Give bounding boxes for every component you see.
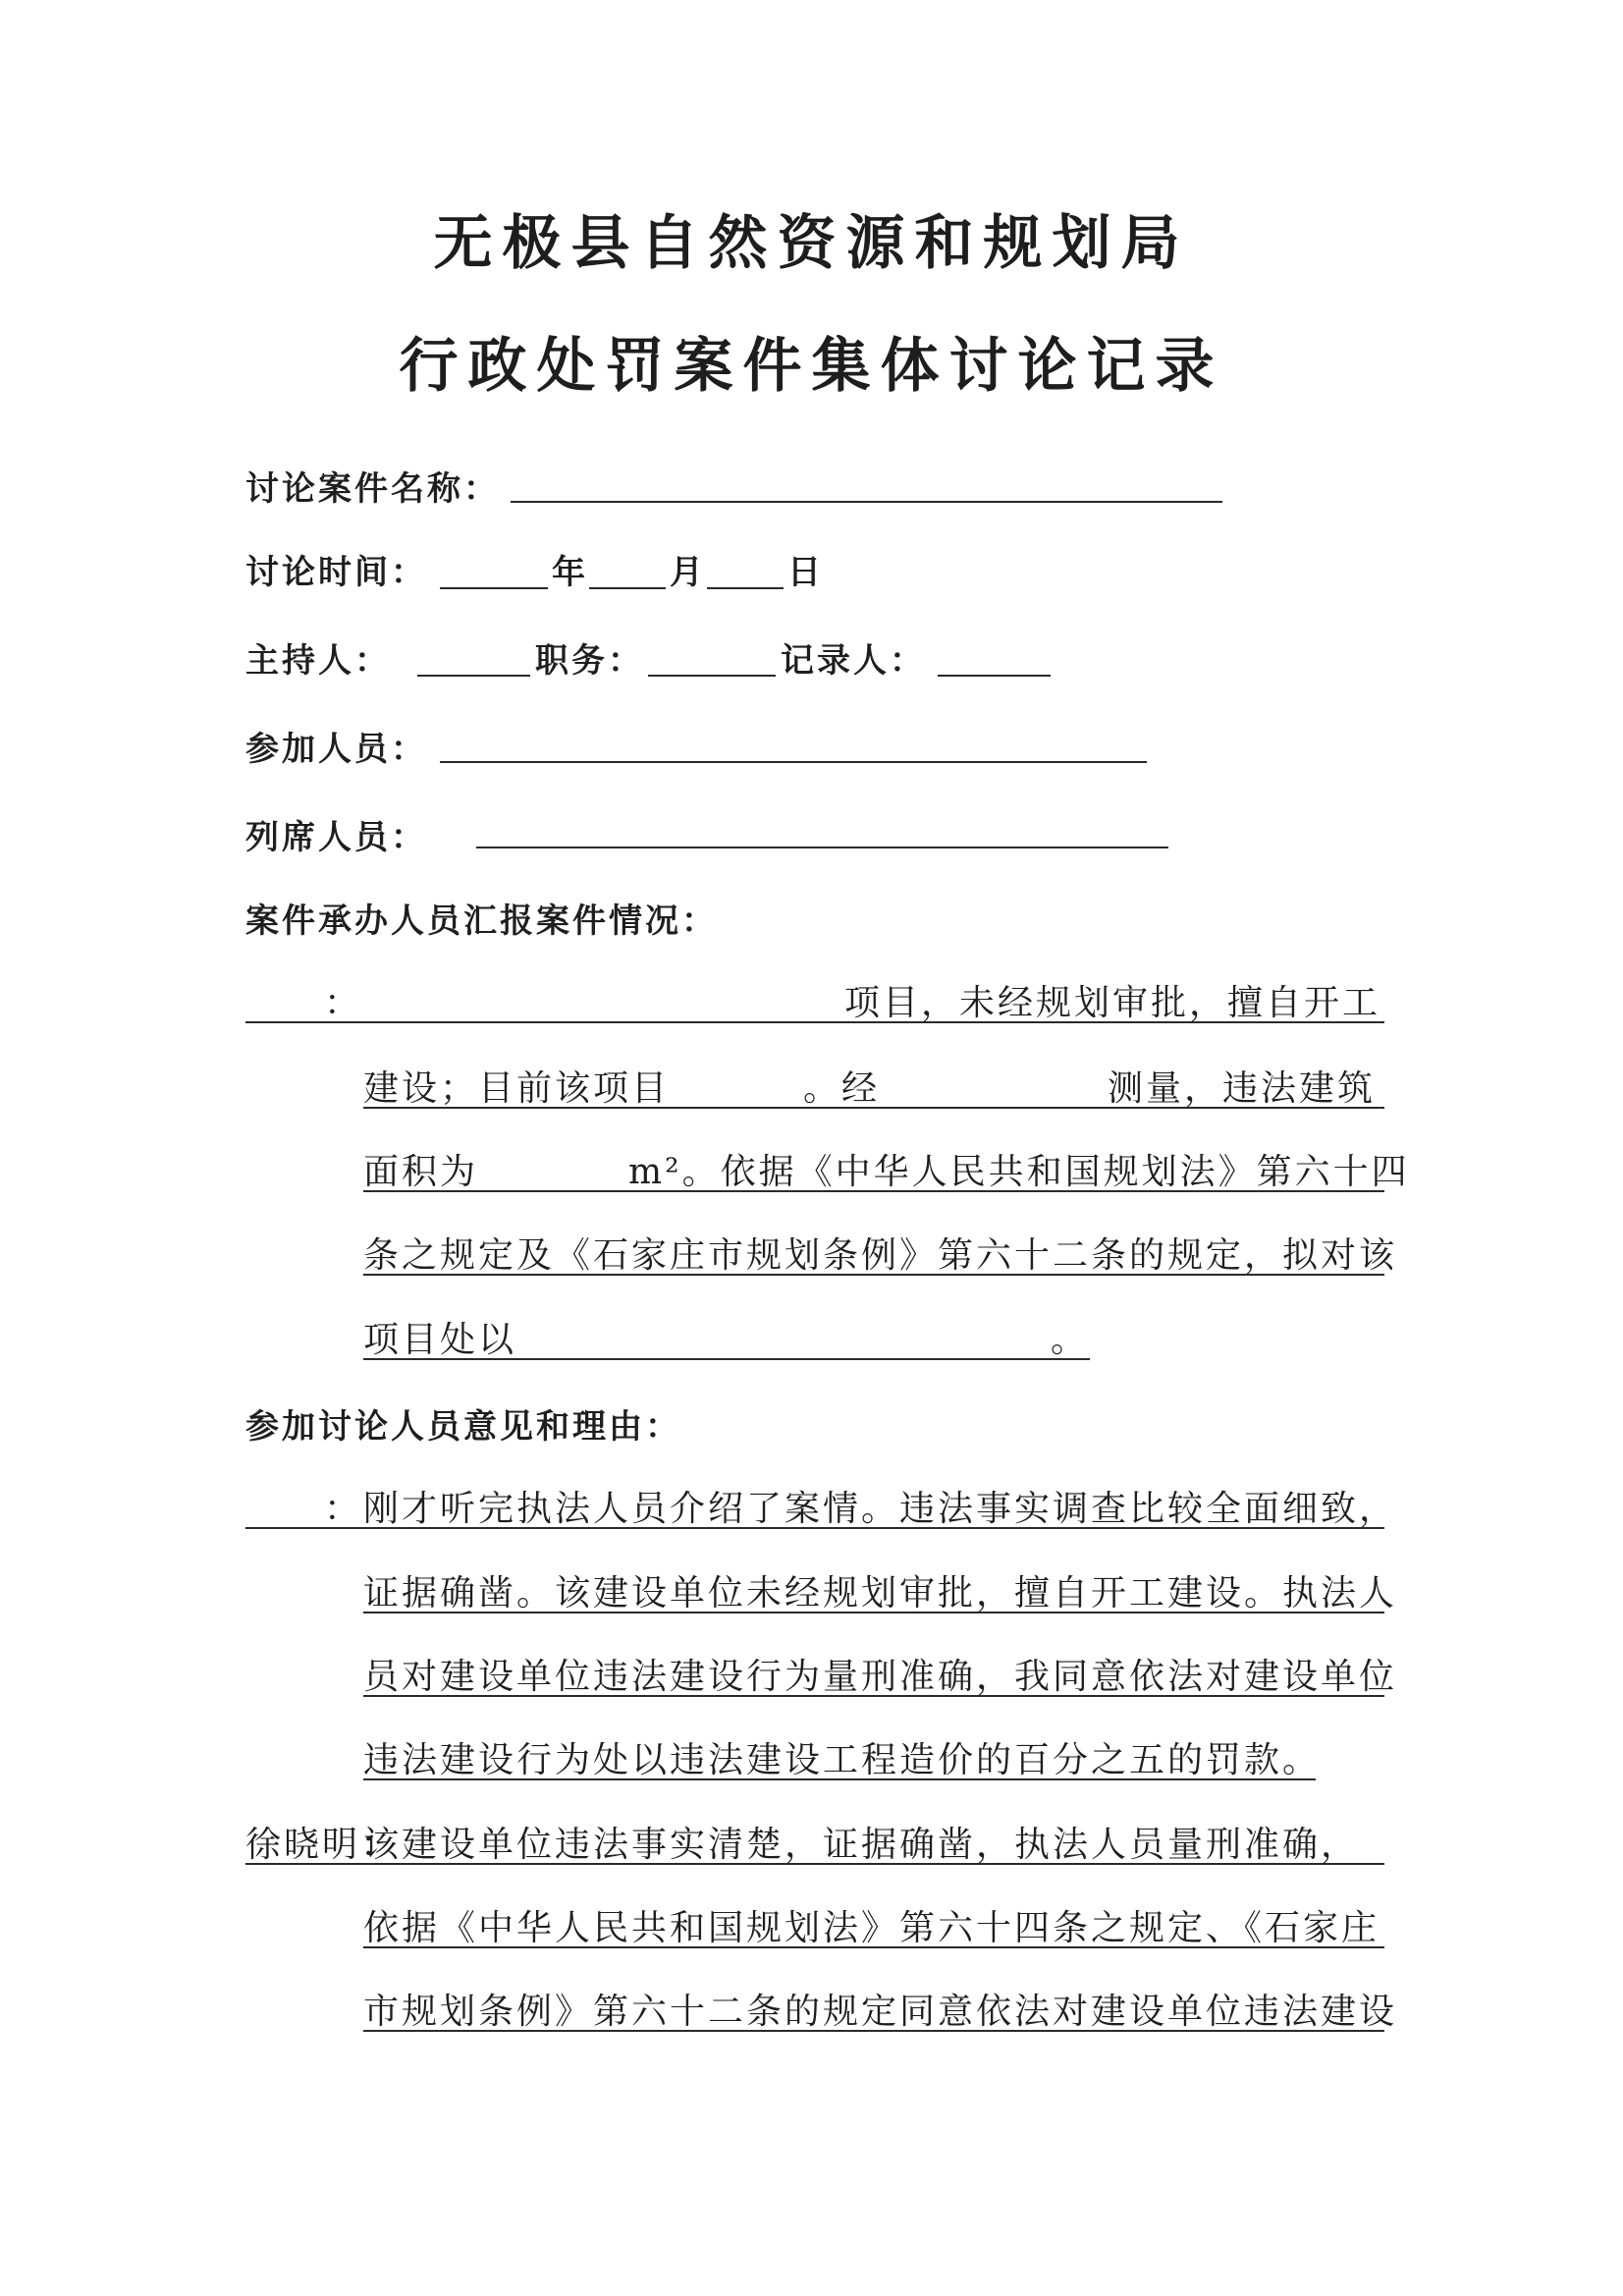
- report-line1-underline: [245, 1021, 1384, 1023]
- host-label: 主持人：: [245, 641, 391, 681]
- opinion1-line3: 员对建设单位违法建设行为量刑准确，我同意依法对建设单位: [363, 1657, 1398, 1697]
- opinion1-line4-underline: [363, 1778, 1316, 1780]
- position-label: 职务：: [535, 641, 644, 681]
- opinion1-line4: 违法建设行为处以违法建设工程造价的百分之五的罚款。: [363, 1740, 1322, 1780]
- report-line5-b: 。: [1051, 1320, 1090, 1360]
- opinion1-line1-underline: [245, 1527, 1384, 1529]
- report-line5-a: 项目处以: [363, 1320, 517, 1360]
- recorder-blank[interactable]: [938, 675, 1051, 677]
- recorder-label: 记录人：: [781, 641, 926, 681]
- report-line5-underline: [363, 1358, 1090, 1360]
- report-line1: 项目，未经规划审批，擅自开工: [844, 983, 1381, 1023]
- participants-label: 参加人员：: [245, 730, 427, 769]
- case-name-label: 讨论案件名称：: [245, 469, 500, 509]
- report-line2-a: 建设；目前该项目: [363, 1068, 671, 1109]
- host-blank[interactable]: [417, 675, 530, 677]
- report-line2-b: 。经: [803, 1068, 881, 1109]
- report-heading: 案件承办人员汇报案件情况：: [245, 902, 718, 941]
- report-line4-underline: [363, 1274, 1384, 1276]
- day-blank[interactable]: [707, 587, 784, 589]
- year-label: 年: [552, 553, 588, 592]
- opinion2-line2-underline: [363, 1946, 1384, 1948]
- document-title: 行政处罚案件集体讨论记录: [399, 332, 1224, 401]
- opinion1-line1: 刚才听完执法人员介绍了案情。违法事实调查比较全面细致，: [363, 1489, 1398, 1529]
- opinion2-speaker-name: 徐晓明：: [245, 1825, 400, 1865]
- opinion2-line3-underline: [363, 2030, 1384, 2032]
- opinion1-line2: 证据确凿。该建设单位未经规划审批，擅自开工建设。执法人: [363, 1573, 1398, 1613]
- report-line2-c: 测量，违法建筑: [1108, 1068, 1377, 1109]
- opinion1-line2-underline: [363, 1612, 1384, 1613]
- month-label: 月: [670, 553, 706, 592]
- report-line2-underline: [363, 1107, 1384, 1109]
- opinions-heading: 参加讨论人员意见和理由：: [245, 1407, 681, 1447]
- case-name-blank[interactable]: [511, 501, 1222, 503]
- opinion2-line3: 市规划条例》第六十二条的规定同意依法对建设单位违法建设: [363, 1992, 1398, 2032]
- attendees-blank[interactable]: [476, 847, 1168, 848]
- year-blank[interactable]: [440, 587, 548, 589]
- month-blank[interactable]: [589, 587, 666, 589]
- participants-blank[interactable]: [440, 761, 1147, 763]
- report-line3-a: 面积为: [363, 1152, 479, 1192]
- opinion2-line1-underline: [245, 1863, 1384, 1865]
- opinion1-line3-underline: [363, 1695, 1384, 1697]
- position-blank[interactable]: [648, 675, 776, 677]
- attendees-label: 列席人员：: [245, 818, 427, 857]
- report-line3-underline: [363, 1190, 1384, 1192]
- opinion1-colon: ：: [324, 1489, 363, 1529]
- day-label: 日: [787, 553, 824, 592]
- report-colon: ：: [324, 983, 363, 1023]
- opinion2-line1: 该建设单位违法事实清楚，证据确凿，执法人员量刑准确，: [363, 1825, 1360, 1865]
- report-line4: 条之规定及《石家庄市规划条例》第六十二条的规定，拟对该: [363, 1235, 1398, 1276]
- agency-title: 无极县自然资源和规划局: [433, 209, 1190, 278]
- discussion-time-label: 讨论时间：: [245, 553, 427, 592]
- opinion2-line2: 依据《中华人民共和国规划法》第六十四条之规定、《石家庄: [363, 1908, 1380, 1948]
- report-line3-b: m²。依据《中华人民共和国规划法》第六十四: [628, 1152, 1410, 1192]
